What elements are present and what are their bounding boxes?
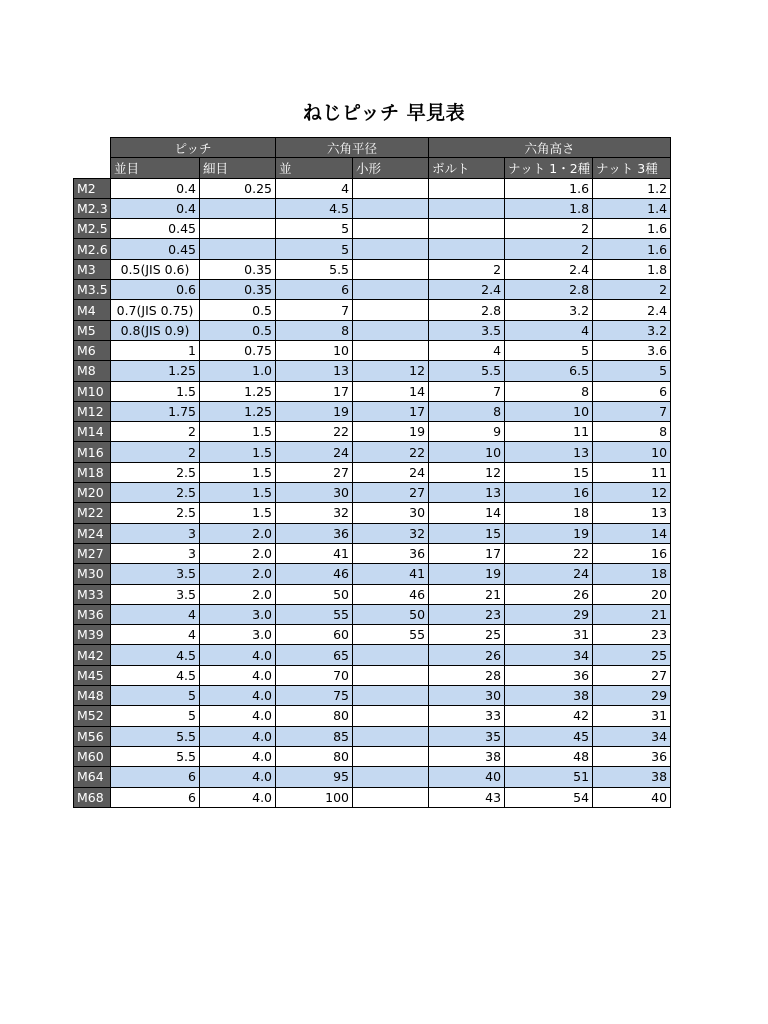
cell-nut-height-type12: 1.6 [505, 178, 593, 198]
table-body [74, 178, 671, 807]
column-header-row [74, 158, 671, 178]
row-label-size: M48 [74, 686, 111, 706]
row-label-size: M24 [74, 523, 111, 543]
table-row [74, 300, 671, 320]
cell-nut-height-type12: 31 [505, 625, 593, 645]
table-row [74, 401, 671, 421]
cell-bolt-height: 17 [429, 543, 505, 563]
cell-nut-height-type3: 16 [593, 543, 671, 563]
cell-hex-width: 17 [276, 381, 353, 401]
cell-hex-width-small: 46 [353, 584, 429, 604]
cell-bolt-height: 15 [429, 523, 505, 543]
cell-hex-width-small [353, 645, 429, 665]
cell-nut-height-type3: 1.4 [593, 198, 671, 218]
cell-hex-width: 100 [276, 787, 353, 807]
cell-hex-width-small [353, 767, 429, 787]
cell-coarse-pitch: 0.7(JIS 0.75) [111, 300, 200, 320]
cell-nut-height-type12: 10 [505, 401, 593, 421]
cell-nut-height-type3: 3.2 [593, 320, 671, 340]
cell-nut-height-type3: 23 [593, 625, 671, 645]
cell-nut-height-type12: 2.8 [505, 280, 593, 300]
cell-fine-pitch: 2.0 [200, 523, 276, 543]
cell-nut-height-type3: 18 [593, 564, 671, 584]
cell-bolt-height: 2 [429, 259, 505, 279]
cell-fine-pitch [200, 219, 276, 239]
row-label-size: M36 [74, 604, 111, 624]
cell-fine-pitch: 1.0 [200, 361, 276, 381]
cell-hex-width: 13 [276, 361, 353, 381]
cell-bolt-height [429, 219, 505, 239]
cell-hex-width-small: 32 [353, 523, 429, 543]
cell-hex-width: 19 [276, 401, 353, 421]
cell-coarse-pitch: 2 [111, 422, 200, 442]
cell-bolt-height: 40 [429, 767, 505, 787]
cell-hex-width-small [353, 726, 429, 746]
row-label-size: M68 [74, 787, 111, 807]
cell-hex-width-small [353, 340, 429, 360]
cell-coarse-pitch: 4.5 [111, 645, 200, 665]
cell-hex-width-small: 19 [353, 422, 429, 442]
cell-hex-width-small: 55 [353, 625, 429, 645]
table-row [74, 259, 671, 279]
table-row [74, 178, 671, 198]
cell-fine-pitch: 0.5 [200, 320, 276, 340]
cell-nut-height-type12: 2 [505, 219, 593, 239]
cell-hex-width: 55 [276, 604, 353, 624]
table-row [74, 584, 671, 604]
cell-nut-height-type12: 36 [505, 665, 593, 685]
row-label-size: M8 [74, 361, 111, 381]
cell-nut-height-type3: 14 [593, 523, 671, 543]
group-header-hex-height: 六角高さ [429, 138, 671, 158]
cell-hex-width: 27 [276, 462, 353, 482]
cell-nut-height-type12: 15 [505, 462, 593, 482]
cell-nut-height-type3: 34 [593, 726, 671, 746]
cell-nut-height-type3: 5 [593, 361, 671, 381]
cell-coarse-pitch: 6 [111, 787, 200, 807]
row-label-size: M42 [74, 645, 111, 665]
cell-hex-width: 80 [276, 746, 353, 766]
row-label-size: M64 [74, 767, 111, 787]
cell-nut-height-type3: 7 [593, 401, 671, 421]
table-row [74, 686, 671, 706]
cell-hex-width-small [353, 300, 429, 320]
cell-nut-height-type12: 3.2 [505, 300, 593, 320]
cell-bolt-height: 25 [429, 625, 505, 645]
cell-coarse-pitch: 1 [111, 340, 200, 360]
cell-nut-height-type3: 3.6 [593, 340, 671, 360]
row-label-size: M20 [74, 483, 111, 503]
cell-nut-height-type12: 19 [505, 523, 593, 543]
cell-fine-pitch [200, 198, 276, 218]
row-label-size: M45 [74, 665, 111, 685]
table-row [74, 787, 671, 807]
cell-hex-width: 5.5 [276, 259, 353, 279]
group-header-hex-width: 六角平径 [276, 138, 429, 158]
cell-bolt-height: 5.5 [429, 361, 505, 381]
cell-coarse-pitch: 0.4 [111, 178, 200, 198]
cell-nut-height-type3: 6 [593, 381, 671, 401]
cell-nut-height-type12: 42 [505, 706, 593, 726]
cell-nut-height-type12: 38 [505, 686, 593, 706]
cell-bolt-height: 12 [429, 462, 505, 482]
cell-coarse-pitch: 0.6 [111, 280, 200, 300]
cell-bolt-height [429, 178, 505, 198]
cell-fine-pitch: 4.0 [200, 686, 276, 706]
cell-fine-pitch: 1.5 [200, 483, 276, 503]
cell-hex-width: 65 [276, 645, 353, 665]
cell-nut-height-type12: 2 [505, 239, 593, 259]
row-label-size: M12 [74, 401, 111, 421]
cell-fine-pitch: 0.75 [200, 340, 276, 360]
thread-pitch-table [73, 137, 671, 808]
cell-bolt-height: 26 [429, 645, 505, 665]
cell-coarse-pitch: 2.5 [111, 503, 200, 523]
corner-cell [74, 158, 111, 178]
cell-bolt-height: 33 [429, 706, 505, 726]
cell-hex-width-small [353, 320, 429, 340]
cell-hex-width-small [353, 746, 429, 766]
cell-hex-width: 85 [276, 726, 353, 746]
cell-nut-height-type3: 25 [593, 645, 671, 665]
cell-fine-pitch: 4.0 [200, 746, 276, 766]
row-label-size: M16 [74, 442, 111, 462]
cell-bolt-height [429, 239, 505, 259]
cell-nut-height-type3: 13 [593, 503, 671, 523]
cell-bolt-height [429, 198, 505, 218]
cell-hex-width-small [353, 198, 429, 218]
cell-nut-height-type12: 6.5 [505, 361, 593, 381]
cell-bolt-height: 21 [429, 584, 505, 604]
cell-hex-width-small [353, 259, 429, 279]
cell-nut-height-type3: 1.8 [593, 259, 671, 279]
cell-fine-pitch: 1.25 [200, 381, 276, 401]
cell-coarse-pitch: 2.5 [111, 462, 200, 482]
cell-coarse-pitch: 3 [111, 543, 200, 563]
cell-bolt-height: 28 [429, 665, 505, 685]
cell-fine-pitch: 2.0 [200, 543, 276, 563]
cell-nut-height-type3: 20 [593, 584, 671, 604]
cell-hex-width-small [353, 686, 429, 706]
table-row [74, 462, 671, 482]
table-row [74, 706, 671, 726]
corner-cell [74, 138, 111, 158]
cell-hex-width: 36 [276, 523, 353, 543]
cell-coarse-pitch: 1.75 [111, 401, 200, 421]
column-header-standard: 並 [276, 158, 353, 178]
cell-bolt-height: 19 [429, 564, 505, 584]
cell-hex-width-small [353, 178, 429, 198]
table-row [74, 543, 671, 563]
cell-hex-width: 70 [276, 665, 353, 685]
cell-coarse-pitch: 0.8(JIS 0.9) [111, 320, 200, 340]
cell-nut-height-type3: 27 [593, 665, 671, 685]
cell-nut-height-type3: 12 [593, 483, 671, 503]
cell-nut-height-type12: 54 [505, 787, 593, 807]
cell-hex-width: 50 [276, 584, 353, 604]
cell-bolt-height: 43 [429, 787, 505, 807]
cell-bolt-height: 38 [429, 746, 505, 766]
cell-nut-height-type3: 31 [593, 706, 671, 726]
table-row [74, 198, 671, 218]
cell-coarse-pitch: 6 [111, 767, 200, 787]
cell-coarse-pitch: 3.5 [111, 584, 200, 604]
cell-fine-pitch: 4.0 [200, 787, 276, 807]
row-label-size: M33 [74, 584, 111, 604]
row-label-size: M2.6 [74, 239, 111, 259]
cell-fine-pitch: 1.5 [200, 503, 276, 523]
cell-fine-pitch: 2.0 [200, 564, 276, 584]
cell-coarse-pitch: 3.5 [111, 564, 200, 584]
cell-nut-height-type12: 18 [505, 503, 593, 523]
cell-nut-height-type12: 11 [505, 422, 593, 442]
table-row [74, 564, 671, 584]
cell-nut-height-type12: 1.8 [505, 198, 593, 218]
cell-nut-height-type12: 26 [505, 584, 593, 604]
cell-hex-width: 95 [276, 767, 353, 787]
cell-bolt-height: 2.4 [429, 280, 505, 300]
cell-coarse-pitch: 5 [111, 706, 200, 726]
cell-coarse-pitch: 1.25 [111, 361, 200, 381]
cell-nut-height-type3: 11 [593, 462, 671, 482]
cell-hex-width: 46 [276, 564, 353, 584]
cell-bolt-height: 8 [429, 401, 505, 421]
cell-fine-pitch: 3.0 [200, 604, 276, 624]
table-row [74, 361, 671, 381]
cell-bolt-height: 7 [429, 381, 505, 401]
cell-hex-width-small [353, 239, 429, 259]
cell-coarse-pitch: 4.5 [111, 665, 200, 685]
table-row [74, 239, 671, 259]
cell-nut-height-type12: 34 [505, 645, 593, 665]
cell-bolt-height: 3.5 [429, 320, 505, 340]
row-label-size: M3 [74, 259, 111, 279]
cell-hex-width: 6 [276, 280, 353, 300]
cell-bolt-height: 9 [429, 422, 505, 442]
cell-nut-height-type3: 1.2 [593, 178, 671, 198]
cell-bolt-height: 23 [429, 604, 505, 624]
cell-fine-pitch: 3.0 [200, 625, 276, 645]
cell-fine-pitch: 0.35 [200, 259, 276, 279]
column-header-small: 小形 [353, 158, 429, 178]
cell-bolt-height: 4 [429, 340, 505, 360]
cell-nut-height-type12: 45 [505, 726, 593, 746]
cell-hex-width-small [353, 706, 429, 726]
table-row [74, 381, 671, 401]
cell-coarse-pitch: 3 [111, 523, 200, 543]
cell-fine-pitch [200, 239, 276, 259]
column-header-fine: 細目 [200, 158, 276, 178]
cell-fine-pitch: 4.0 [200, 767, 276, 787]
column-header-nut-type12: ナット 1・2種 [505, 158, 593, 178]
cell-hex-width: 60 [276, 625, 353, 645]
cell-hex-width: 80 [276, 706, 353, 726]
table-row [74, 219, 671, 239]
row-label-size: M5 [74, 320, 111, 340]
table-row [74, 746, 671, 766]
cell-nut-height-type3: 10 [593, 442, 671, 462]
cell-coarse-pitch: 1.5 [111, 381, 200, 401]
cell-coarse-pitch: 2.5 [111, 483, 200, 503]
cell-coarse-pitch: 5 [111, 686, 200, 706]
row-label-size: M2.3 [74, 198, 111, 218]
table-row [74, 483, 671, 503]
column-header-nut-type3: ナット 3種 [593, 158, 671, 178]
cell-hex-width: 24 [276, 442, 353, 462]
row-label-size: M14 [74, 422, 111, 442]
table-row [74, 645, 671, 665]
cell-nut-height-type12: 8 [505, 381, 593, 401]
table-row [74, 767, 671, 787]
cell-hex-width: 75 [276, 686, 353, 706]
cell-hex-width: 4.5 [276, 198, 353, 218]
table-row [74, 320, 671, 340]
cell-nut-height-type3: 21 [593, 604, 671, 624]
cell-nut-height-type3: 1.6 [593, 239, 671, 259]
row-label-size: M10 [74, 381, 111, 401]
cell-coarse-pitch: 0.4 [111, 198, 200, 218]
row-label-size: M60 [74, 746, 111, 766]
cell-hex-width-small: 27 [353, 483, 429, 503]
row-label-size: M6 [74, 340, 111, 360]
row-label-size: M2.5 [74, 219, 111, 239]
cell-bolt-height: 30 [429, 686, 505, 706]
cell-nut-height-type3: 8 [593, 422, 671, 442]
cell-hex-width: 5 [276, 219, 353, 239]
cell-hex-width: 5 [276, 239, 353, 259]
row-label-size: M3.5 [74, 280, 111, 300]
cell-nut-height-type3: 40 [593, 787, 671, 807]
cell-coarse-pitch: 5.5 [111, 746, 200, 766]
table-row [74, 726, 671, 746]
cell-nut-height-type3: 2.4 [593, 300, 671, 320]
cell-hex-width: 10 [276, 340, 353, 360]
cell-nut-height-type12: 51 [505, 767, 593, 787]
table-row [74, 665, 671, 685]
row-label-size: M30 [74, 564, 111, 584]
cell-coarse-pitch: 4 [111, 604, 200, 624]
row-label-size: M39 [74, 625, 111, 645]
cell-hex-width: 22 [276, 422, 353, 442]
table-row [74, 625, 671, 645]
cell-nut-height-type3: 36 [593, 746, 671, 766]
cell-coarse-pitch: 0.45 [111, 239, 200, 259]
cell-nut-height-type12: 13 [505, 442, 593, 462]
group-header-row [74, 138, 671, 158]
cell-coarse-pitch: 4 [111, 625, 200, 645]
table-row [74, 604, 671, 624]
cell-hex-width-small: 17 [353, 401, 429, 421]
cell-hex-width-small: 50 [353, 604, 429, 624]
table-row [74, 340, 671, 360]
cell-nut-height-type12: 16 [505, 483, 593, 503]
cell-hex-width-small: 24 [353, 462, 429, 482]
cell-coarse-pitch: 0.5(JIS 0.6) [111, 259, 200, 279]
cell-hex-width-small: 12 [353, 361, 429, 381]
cell-bolt-height: 2.8 [429, 300, 505, 320]
cell-hex-width: 41 [276, 543, 353, 563]
cell-fine-pitch: 0.35 [200, 280, 276, 300]
cell-fine-pitch: 0.25 [200, 178, 276, 198]
cell-coarse-pitch: 2 [111, 442, 200, 462]
cell-nut-height-type3: 1.6 [593, 219, 671, 239]
cell-fine-pitch: 4.0 [200, 726, 276, 746]
cell-fine-pitch: 1.25 [200, 401, 276, 421]
cell-nut-height-type3: 29 [593, 686, 671, 706]
cell-nut-height-type12: 22 [505, 543, 593, 563]
row-label-size: M56 [74, 726, 111, 746]
cell-hex-width-small: 22 [353, 442, 429, 462]
cell-fine-pitch: 1.5 [200, 422, 276, 442]
cell-fine-pitch: 4.0 [200, 645, 276, 665]
page-title: ねじピッチ 早見表 [302, 102, 466, 124]
table-row [74, 523, 671, 543]
cell-fine-pitch: 2.0 [200, 584, 276, 604]
row-label-size: M52 [74, 706, 111, 726]
cell-fine-pitch: 0.5 [200, 300, 276, 320]
cell-coarse-pitch: 5.5 [111, 726, 200, 746]
cell-fine-pitch: 4.0 [200, 706, 276, 726]
cell-bolt-height: 14 [429, 503, 505, 523]
cell-hex-width-small: 41 [353, 564, 429, 584]
cell-fine-pitch: 1.5 [200, 462, 276, 482]
row-label-size: M2 [74, 178, 111, 198]
table-row [74, 503, 671, 523]
cell-hex-width-small: 30 [353, 503, 429, 523]
cell-fine-pitch: 1.5 [200, 442, 276, 462]
cell-hex-width-small [353, 665, 429, 685]
cell-hex-width: 7 [276, 300, 353, 320]
cell-fine-pitch: 4.0 [200, 665, 276, 685]
table-row [74, 280, 671, 300]
cell-nut-height-type3: 2 [593, 280, 671, 300]
cell-hex-width: 30 [276, 483, 353, 503]
cell-nut-height-type12: 2.4 [505, 259, 593, 279]
row-label-size: M27 [74, 543, 111, 563]
cell-coarse-pitch: 0.45 [111, 219, 200, 239]
cell-hex-width-small: 14 [353, 381, 429, 401]
column-header-coarse: 並目 [111, 158, 200, 178]
cell-hex-width-small [353, 219, 429, 239]
cell-hex-width-small [353, 787, 429, 807]
cell-nut-height-type12: 48 [505, 746, 593, 766]
cell-nut-height-type3: 38 [593, 767, 671, 787]
cell-hex-width-small: 36 [353, 543, 429, 563]
cell-nut-height-type12: 5 [505, 340, 593, 360]
cell-hex-width: 32 [276, 503, 353, 523]
cell-hex-width: 8 [276, 320, 353, 340]
table-row [74, 422, 671, 442]
cell-hex-width-small [353, 280, 429, 300]
row-label-size: M4 [74, 300, 111, 320]
row-label-size: M22 [74, 503, 111, 523]
cell-bolt-height: 13 [429, 483, 505, 503]
group-header-pitch: ピッチ [111, 138, 276, 158]
cell-nut-height-type12: 24 [505, 564, 593, 584]
cell-hex-width: 4 [276, 178, 353, 198]
cell-bolt-height: 10 [429, 442, 505, 462]
column-header-bolt: ボルト [429, 158, 505, 178]
table-row [74, 442, 671, 462]
cell-nut-height-type12: 29 [505, 604, 593, 624]
row-label-size: M18 [74, 462, 111, 482]
cell-bolt-height: 35 [429, 726, 505, 746]
cell-nut-height-type12: 4 [505, 320, 593, 340]
